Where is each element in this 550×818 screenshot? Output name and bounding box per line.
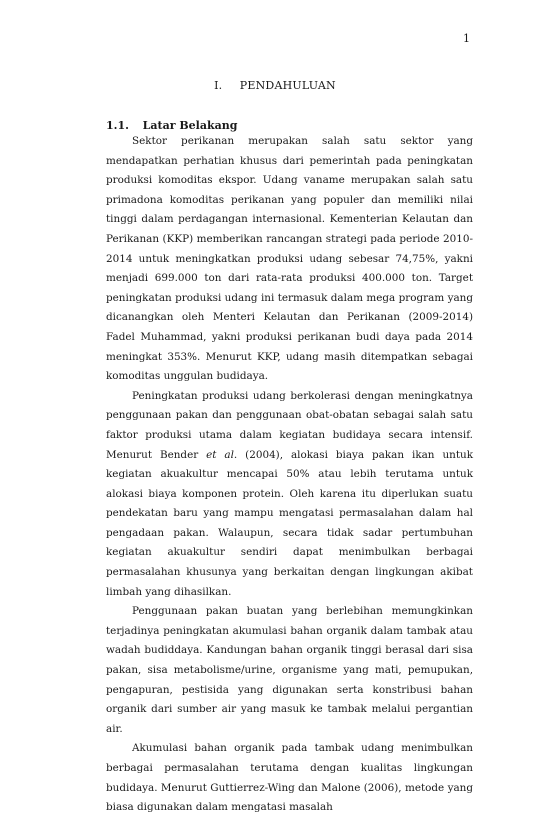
section-title: Latar Belakang xyxy=(142,119,238,132)
paragraph-2-text-after: (2004), alokasi biaya pakan ikan untuk kegiatan akuakultur mencapai 50% atau lebih terutama untuk alokasi biaya komponen protein. Oleh karena itu diperlukan suatu pendekatan baru yang mampu mengatasi permasalahan dalam hal pengadaan pakan. Walaupun, secara tidak sadar pertumbuhan kegiatan akuakultur sendiri dapat menimbulkan berbagai permasalahan khusunya yang berkaitan dengan lingkungan akibat limbah yang dihasilkan. xyxy=(106,448,473,598)
paragraph-3: Penggunaan pakan buatan yang berlebihan memungkinkan terjadinya peningkatan akumulasi bahan organik dalam tambak atau wadah budiddaya. Kandungan bahan organik tinggi berasal dari sisa pakan, sisa metabolisme/urine, organisme yang mati, pemupukan, pengapuran, pestisida yang digunakan serta konstribusi bahan organik dari sumber air yang masuk ke tambak melalui pergantian air. xyxy=(106,605,473,735)
section-heading xyxy=(106,119,237,132)
paragraph-1: Sektor perikanan merupakan salah satu sektor yang mendapatkan perhatian khusus dari pemerintah pada peningkatan produksi komoditas ekspor. Udang vaname merupakan salah satu primadona komoditas perikanan yang populer dan memiliki nilai tinggi dalam perdagangan internasional. Kementerian Kelautan dan Perikanan (KKP) memberikan rancangan strategi pada periode 2010-2014 untuk meningkatkan produksi udang sebesar 74,75%, yakni menjadi 699.000 ton dari rata-rata produksi 400.000 ton. Target peningkatan produksi udang ini termasuk dalam mega program yang dicanangkan oleh Menteri Kelautan dan Perikanan (2009-2014) Fadel Muhammad, yakni produksi perikanan budi daya pada 2014 meningkat 353%. Menurut KKP, udang masih ditempatkan sebagai komoditas unggulan budidaya. xyxy=(106,135,473,383)
paragraph-4: Akumulasi bahan organik pada tambak udang menimbulkan berbagai permasalahan terutama dengan kualitas lingkungan budidaya. Menurut Guttierrez-Wing dan Malone (2006), metode yang biasa digunakan dalam mengatasi masalah xyxy=(106,742,473,814)
chapter-heading xyxy=(110,79,440,92)
paragraph-2-text-before: Peningkatan produksi udang berkolerasi dengan meningkatnya penggunaan pakan dan penggunaan obat-obatan sebagai salah satu faktor produksi utama dalam kegiatan budidaya secara intensif. Menurut Bender xyxy=(106,389,473,461)
paragraph-2 xyxy=(106,387,473,603)
page-number: 1 xyxy=(463,32,470,45)
chapter-number: I. xyxy=(214,79,223,92)
body-text xyxy=(106,132,473,818)
paragraph-2-italic: et al. xyxy=(206,448,238,461)
chapter-title: PENDAHULUAN xyxy=(239,79,336,92)
section-number: 1.1. xyxy=(106,119,129,132)
